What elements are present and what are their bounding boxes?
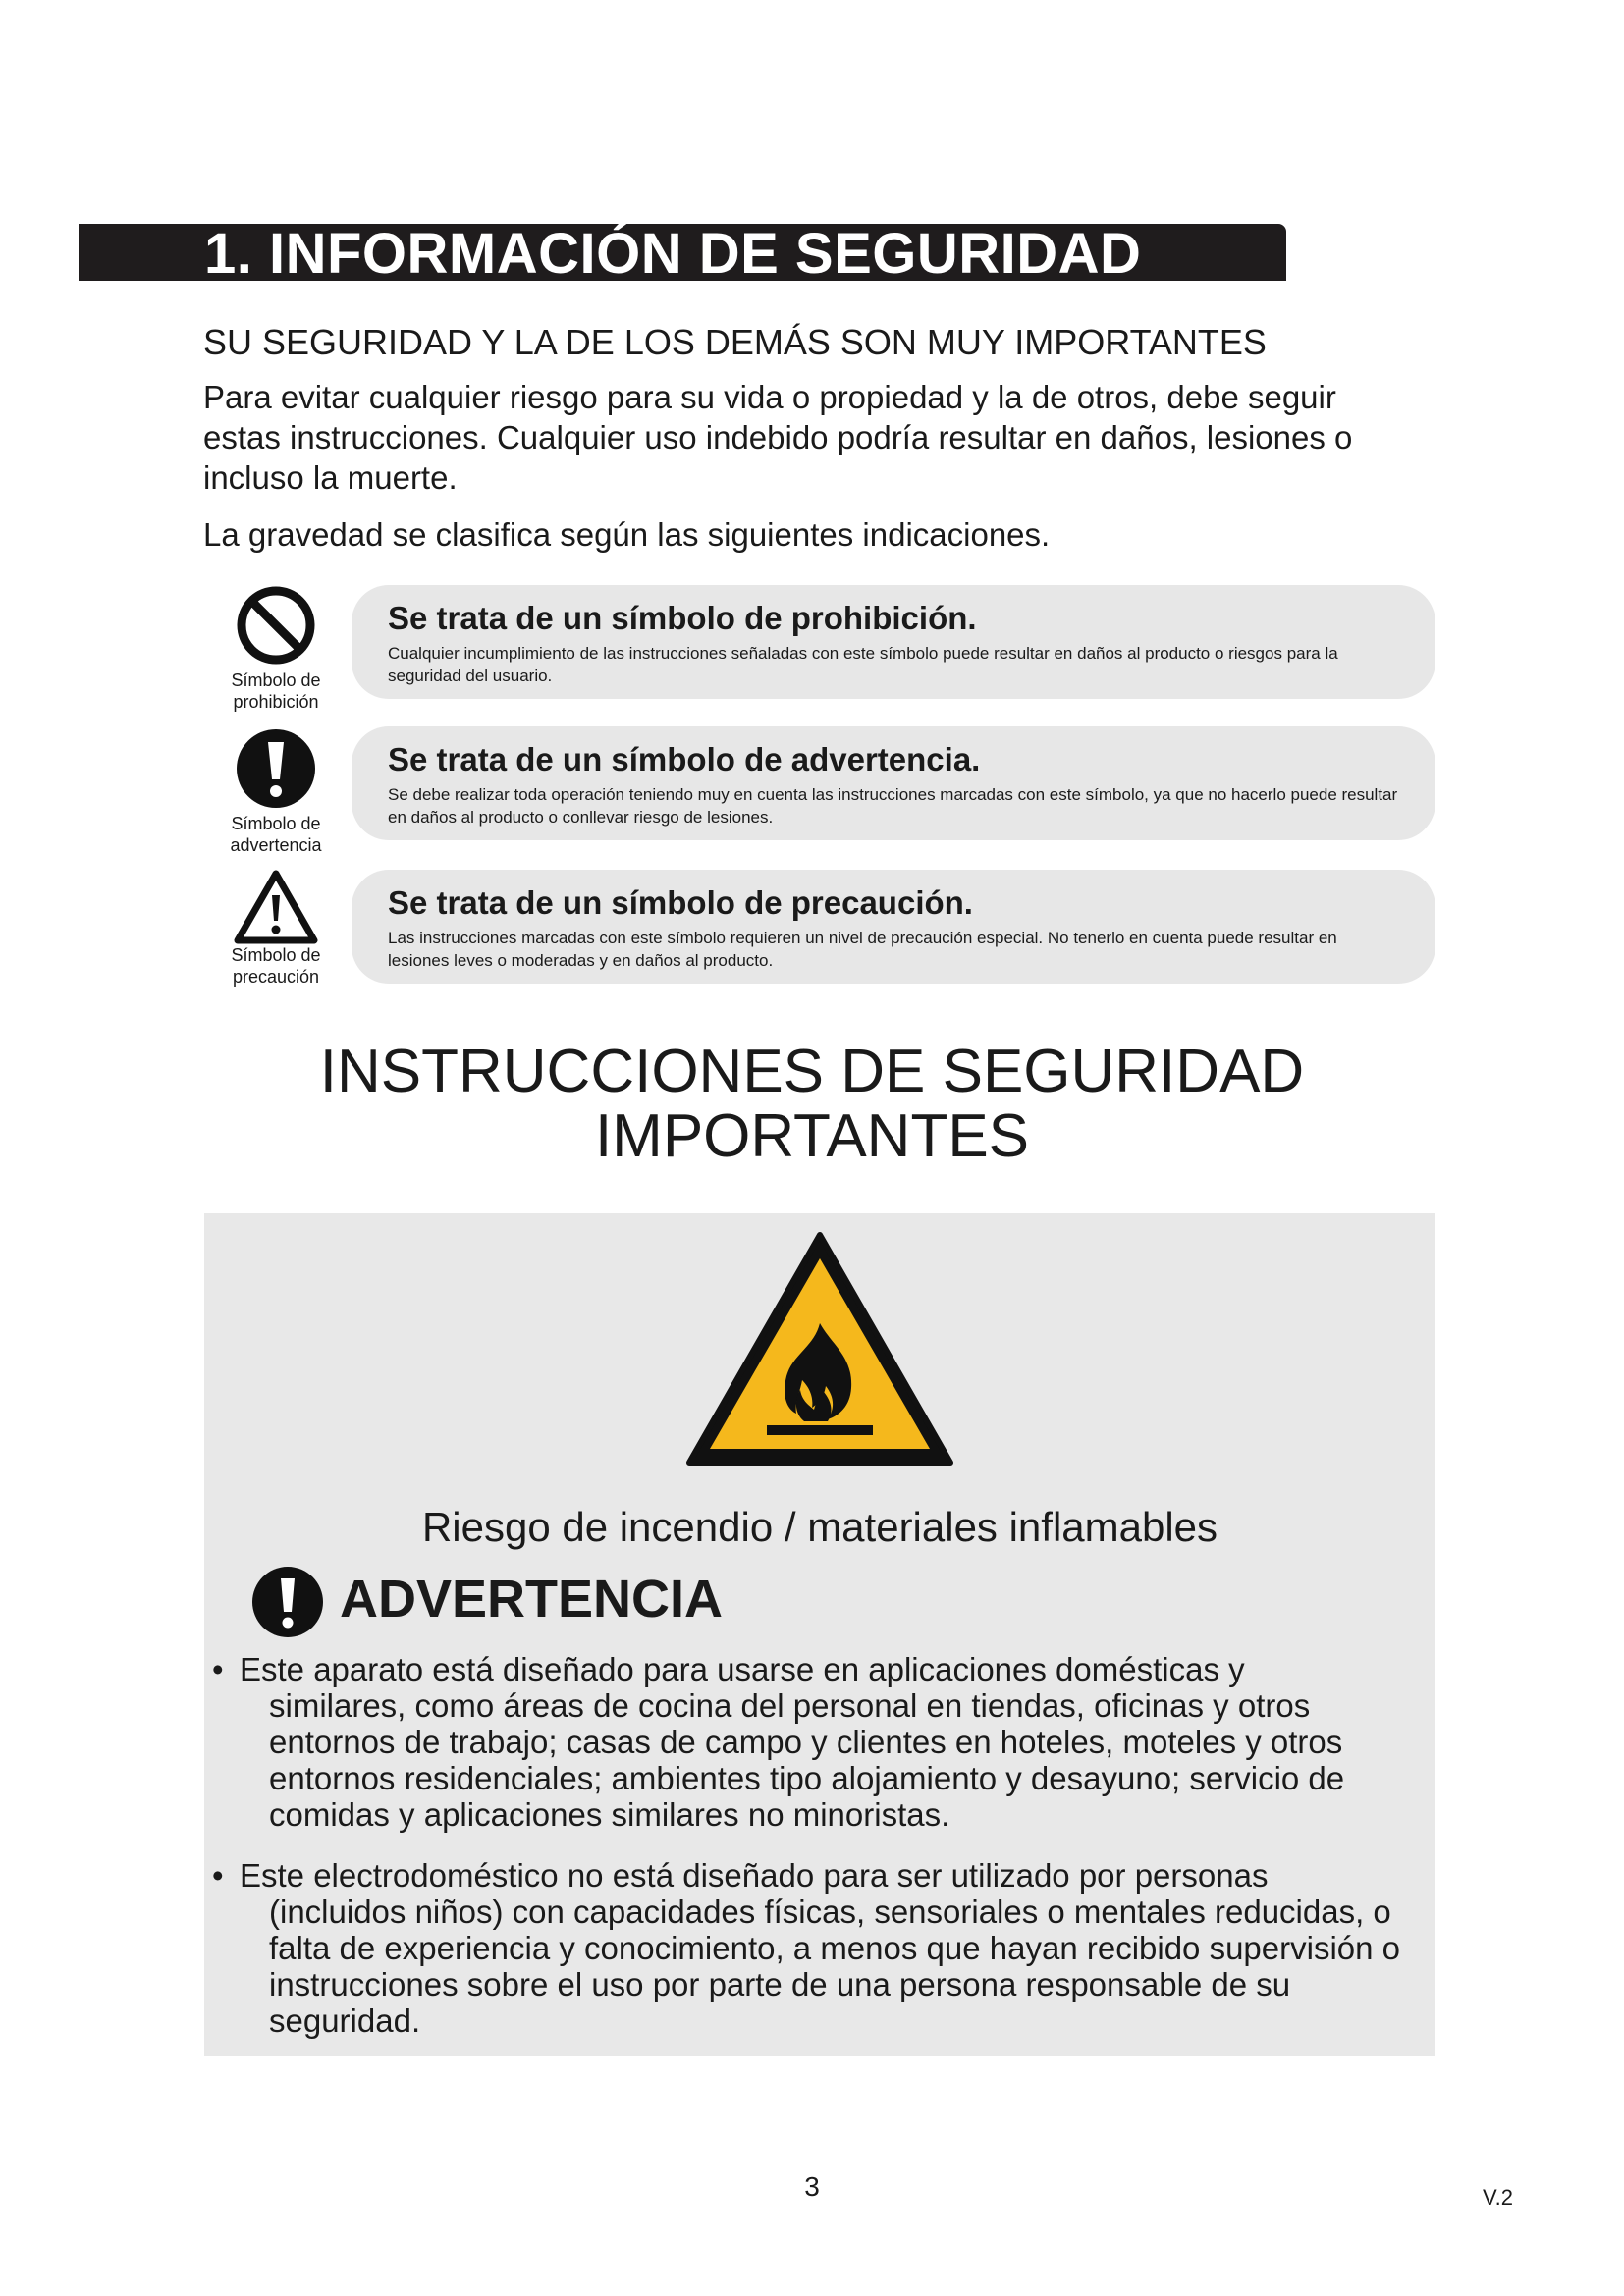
prohibition-caption: Símbolo de prohibición (231, 670, 321, 712)
subheading: SU SEGURIDAD Y LA DE LOS DEMÁS SON MUY IMPORTANTES (203, 322, 1267, 362)
important-title-line1: INSTRUCCIONES DE SEGURIDAD (319, 1038, 1305, 1105)
warning-panel (204, 1213, 1435, 2056)
warning-info-box (352, 726, 1435, 840)
caution-caption: Símbolo de precaución (231, 945, 321, 987)
prohibition-info-box (352, 585, 1435, 699)
advertencia-heading: ADVERTENCIA (340, 1570, 724, 1629)
prohibition-title: Se trata de un símbolo de prohibición. (388, 600, 977, 636)
intro-paragraph: Para evitar cualquier riesgo para su vida o propiedad y la de otros, debe seguir estas instrucciones. Cualquier uso indebido podría resultar en daños, lesiones o incluso la muerte. (203, 379, 1353, 496)
prohibition-text: Cualquier incumplimiento de las instrucciones señaladas con este símbolo puede resultar en daños al producto o riesgos para la seguridad del usuario. (388, 644, 1338, 685)
caution-title: Se trata de un símbolo de precaución. (388, 884, 973, 921)
warning-title: Se trata de un símbolo de advertencia. (388, 741, 981, 777)
warning-text: Se debe realizar toda operación teniendo muy en cuenta las instrucciones marcadas con este símbolo, ya que no hacerlo puede resultar en daños al producto o conllevar riesgo de lesiones. (388, 785, 1398, 827)
warning-bullet-2: • Este electrodoméstico no está diseñado para ser utilizado por personas (incluidos niños) con capacidades físicas, sensoriales o mentales reducidas, o falta de experiencia y conocimiento, a menos que hayan recibido supervisión o instrucciones sobre el uso por parte de una persona responsable de su seguridad. (212, 1857, 1401, 2039)
section-header-bar (79, 222, 1286, 286)
version-label: V.2 (1483, 2185, 1514, 2210)
caution-text: Las instrucciones marcadas con este símbolo requieren un nivel de precaución especial. No tenerlo en cuenta puede resultar en lesiones leves o moderadas y en daños al producto. (388, 929, 1337, 970)
page-number: 3 (804, 2171, 820, 2202)
risk-label: Riesgo de incendio / materiales inflamables (421, 1504, 1218, 1550)
warning-caption: Símbolo de advertencia (230, 814, 322, 855)
important-title-line2: IMPORTANTES (594, 1102, 1030, 1170)
classification-text: La gravedad se clasifica según las siguientes indicaciones. (203, 516, 1051, 553)
warning-bullet-1: • Este aparato está diseñado para usarse en aplicaciones domésticas y similares, como áreas de cocina del personal en tiendas, oficinas y otros entornos de trabajo; casas de campo y clientes en hoteles, moteles y otros entornos residenciales; ambientes tipo alojamiento y desayuno; servicio de comidas y aplicaciones similares no minoristas. (212, 1651, 1345, 1833)
section-title: 1. INFORMACIÓN DE SEGURIDAD (204, 222, 1142, 286)
caution-triangle-icon (234, 868, 318, 946)
warning-exclamation-icon (251, 1566, 324, 1638)
caution-info-box (352, 870, 1435, 984)
prohibition-icon (234, 583, 318, 667)
flammable-hazard-icon (684, 1229, 955, 1468)
warning-exclamation-icon (234, 726, 318, 811)
